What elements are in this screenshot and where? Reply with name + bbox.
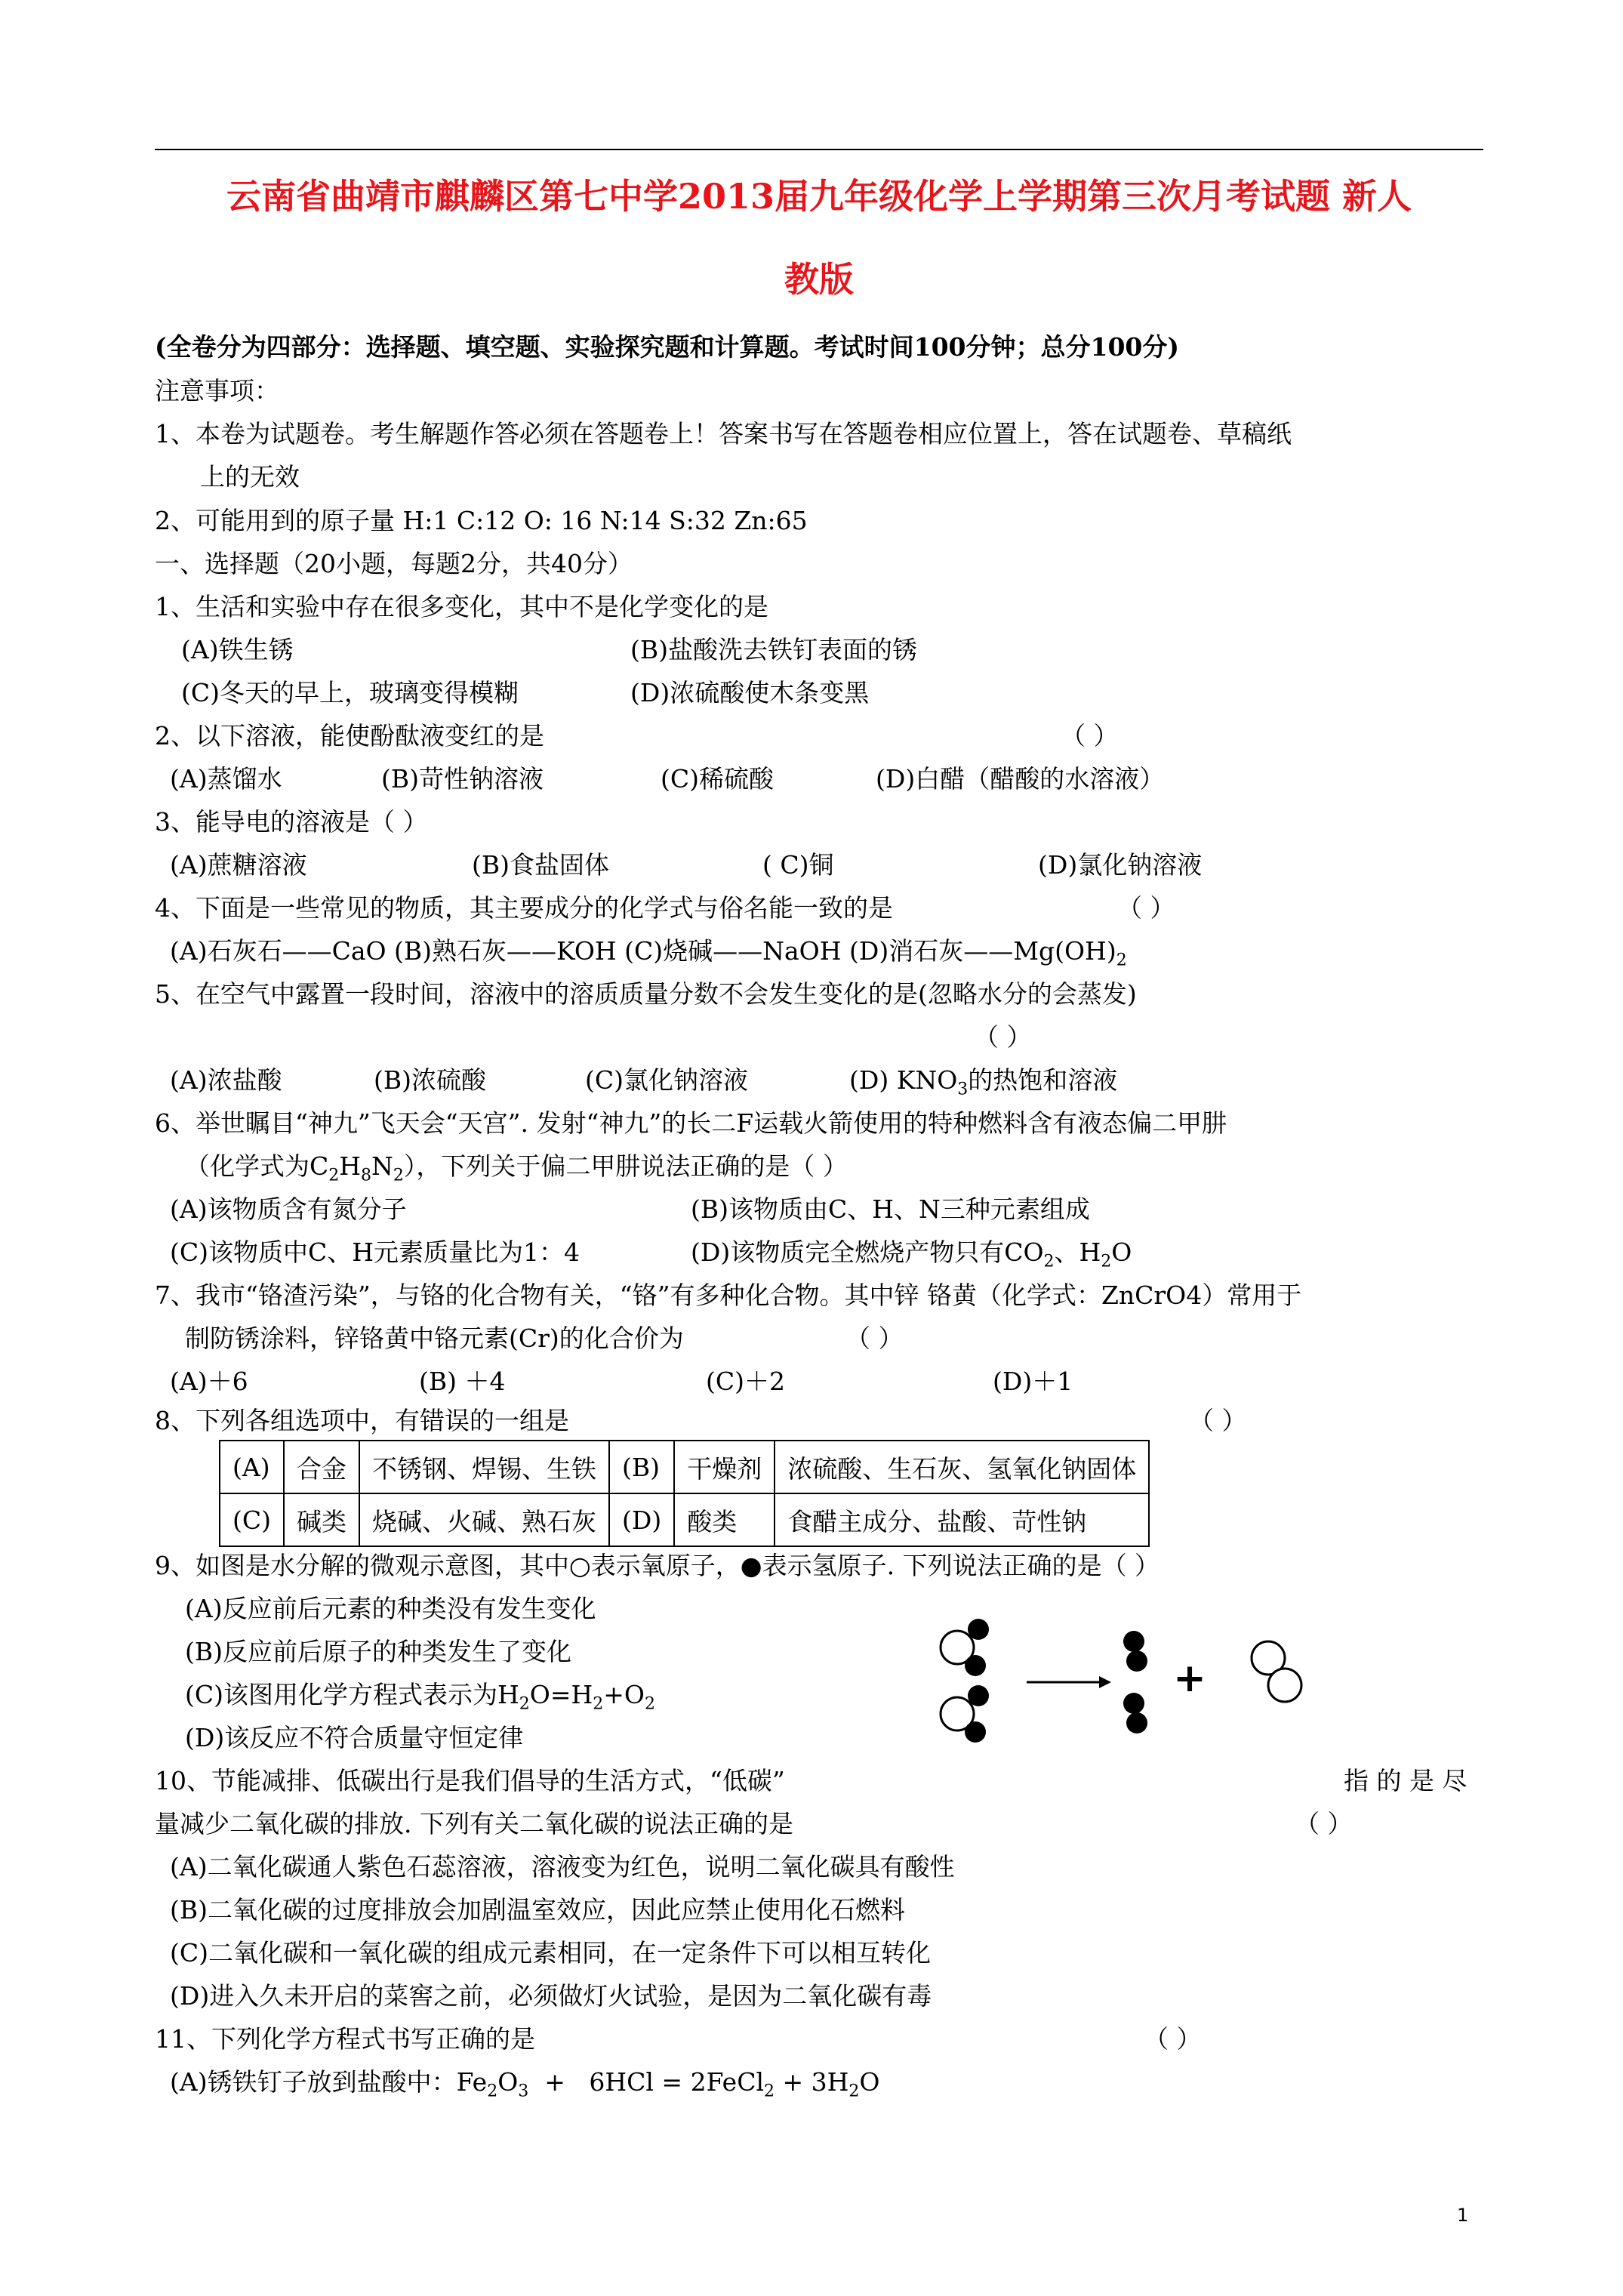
water-decomposition-diagram	[936, 1608, 1374, 1774]
q1-stem: 1、生活和实验中存在很多变化，其中不是化学变化的是	[155, 592, 768, 621]
q10-stem-right: 指 的 是 尽	[1344, 1766, 1467, 1795]
q7-stem-cont: 制防锈涂料，锌铬黄中铬元素(Cr)的化合价为	[185, 1324, 684, 1353]
hydrogen-atom-icon	[965, 1721, 986, 1743]
section-heading: 一、选择题（20小题，每题2分，共40分）	[155, 549, 633, 578]
q2-option-b: (B)苛性钠溶液	[381, 764, 544, 794]
q1-option-d: (D)浓硫酸使木条变黑	[630, 678, 870, 707]
q6-stem: 6、举世瞩目“神九”飞天会“天宫”. 发射“神九”的长二F运载火箭使用的特种燃料含有液态偏二甲肼	[155, 1108, 1227, 1138]
hydrogen-atom-icon	[968, 1619, 989, 1640]
oxygen-molecule	[1252, 1641, 1301, 1702]
q6-option-d: (D)该物质完全燃烧产物只有$CO_2$、$H_2O$	[691, 1237, 1132, 1271]
q1-option-b: (B)盐酸洗去铁钉表面的锈	[630, 635, 917, 664]
table-row	[220, 1441, 1149, 1493]
q9-option-a: (A)反应前后元素的种类没有发生变化	[185, 1594, 596, 1623]
hydrogen-atom-icon	[965, 1655, 986, 1676]
hydrogen-molecule	[1123, 1693, 1147, 1734]
q6-option-b: (B)该物质由C、H、N三种元素组成	[691, 1194, 1090, 1224]
q8-stem: 8、下列各组选项中，有错误的一组是	[155, 1406, 569, 1435]
q6-option-a: (A)该物质含有氮分子	[170, 1194, 407, 1224]
hydrogen-molecule	[1123, 1631, 1147, 1672]
q1-option-a: (A)铁生锈	[181, 635, 294, 664]
q7-option-a: (A)＋6	[170, 1367, 248, 1396]
plus-sign: +	[1173, 1656, 1206, 1701]
table-cell: (A)	[220, 1441, 284, 1493]
hydrogen-atom-icon	[1126, 1650, 1147, 1672]
page-title-cont: 教版	[784, 259, 854, 300]
q7-stem: 7、我市“铬渣污染”，与铬的化合物有关，“铬”有多种化合物。其中锌 铬黄（化学式：ZnCrO4）常用于	[155, 1281, 1302, 1310]
hydrogen-atom-icon	[1123, 1631, 1144, 1652]
q7-option-c: (C)＋2	[706, 1367, 785, 1396]
q10-option-d: (D)进入久未开启的菜窖之前，必须做灯火试验，是因为二氧化碳有毒	[170, 1981, 932, 2011]
q2-option-a: (A)蒸馏水	[170, 764, 282, 794]
q2-option-c: (C)稀硫酸	[661, 764, 774, 794]
oxygen-atom-icon	[1268, 1669, 1301, 1702]
q10-stem-cont: 量减少二氧化碳的排放. 下列有关二氧化碳的说法正确的是	[155, 1809, 793, 1838]
notice-1-cont: 上的无效	[200, 462, 300, 492]
notice-1: 1、本卷为试题卷。考生解题作答必须在答题卷上！答案书写在答题卷相应位置上，答在试题卷、草稿纸	[155, 419, 1292, 448]
header-rule	[155, 149, 1483, 150]
table-cell: (B)	[609, 1441, 674, 1493]
q10-option-b: (B)二氧化碳的过度排放会加剧温室效应，因此应禁止使用化石燃料	[170, 1895, 905, 1925]
table-cell: 碱类	[284, 1493, 359, 1546]
q3-option-d: (D)氯化钠溶液	[1038, 850, 1203, 880]
notice-2: 2、可能用到的原子量 H:1 C:12 O: 16 N:14 S:32 Zn:65	[155, 506, 808, 535]
hydrogen-atom-icon	[1123, 1693, 1144, 1714]
q3-option-c: ( C)铜	[762, 850, 834, 880]
q5-option-b: (B)浓硫酸	[374, 1065, 486, 1095]
table-cell: 酸类	[674, 1493, 775, 1546]
notice-heading: 注意事项：	[155, 376, 279, 405]
q10-option-a: (A)二氧化碳通人紫色石蕊溶液，溶液变为红色，说明二氧化碳具有酸性	[170, 1852, 955, 1881]
q9-stem: 9、如图是水分解的微观示意图，其中○表示氧原子，●表示氢原子. 下列说法正确的是（ ）	[155, 1551, 1160, 1580]
q10-option-c: (C)二氧化碳和一氧化碳的组成元素相同，在一定条件下可以相互转化	[170, 1938, 931, 1968]
reaction-arrow-icon	[1027, 1676, 1111, 1688]
q5-answer-blank: （ ）	[974, 1022, 1032, 1052]
water-molecule	[941, 1619, 989, 1676]
q3-option-b: (B)食盐固体	[472, 850, 609, 880]
table-cell: (C)	[220, 1493, 284, 1546]
table-cell: 干燥剂	[674, 1441, 775, 1493]
q3-stem: 3、能导电的溶液是（ ）	[155, 807, 428, 837]
q6-option-c: (C)该物质中C、H元素质量比为1：4	[170, 1237, 581, 1267]
q9-option-c: (C)该图用化学方程式表示为$H_2O=H_2+O_2$	[185, 1680, 655, 1714]
q10-answer-blank: （ ）	[1295, 1809, 1353, 1838]
q7-option-d: (D)＋1	[993, 1367, 1073, 1396]
page-number: 1	[1457, 2205, 1469, 2226]
q4-stem: 4、下面是一些常见的物质，其主要成分的化学式与俗名能一致的是	[155, 893, 893, 923]
q9-option-b: (B)反应前后原子的种类发生了变化	[185, 1637, 571, 1666]
table-cell: 合金	[284, 1441, 359, 1493]
q5-option-d: (D) $KNO_3$的热饱和溶液	[849, 1065, 1118, 1099]
q9-option-d: (D)该反应不符合质量守恒定律	[185, 1723, 524, 1752]
exam-summary: (全卷分为四部分：选择题、填空题、实验探究题和计算题。考试时间100分钟；总分100分)	[155, 332, 1179, 362]
q3-option-a: (A)蔗糖溶液	[170, 850, 307, 880]
q5-option-a: (A)浓盐酸	[170, 1065, 282, 1095]
q4-options: (A)石灰石——CaO (B)熟石灰——KOH (C)烧碱——NaOH (D)消石灰$——Mg(OH)_2$	[170, 936, 1127, 970]
q8-answer-blank: （ ）	[1189, 1406, 1247, 1435]
q7-answer-blank: （ ）	[845, 1324, 904, 1353]
q2-answer-blank: （ ）	[1061, 721, 1119, 750]
q2-option-d: (D)白醋（醋酸的水溶液）	[876, 764, 1165, 794]
q7-option-b: (B) ＋4	[419, 1367, 506, 1396]
q4-answer-blank: （ ）	[1117, 893, 1175, 923]
q8-table	[219, 1440, 1150, 1547]
table-cell: 食醋主成分、盐酸、苛性钠	[775, 1493, 1149, 1546]
q11-option-a: (A)锈铁钉子放到盐酸中：$Fe_2O_3 + 6HCl$ = 2FeCl$_2$ + $3H_2O$	[170, 2067, 880, 2101]
q1-option-c: (C)冬天的早上，玻璃变得模糊	[181, 678, 519, 707]
q2-stem: 2、以下溶液，能使酚酞液变红的是	[155, 721, 544, 750]
q11-answer-blank: （ ）	[1144, 2024, 1202, 2054]
q5-stem: 5、在空气中露置一段时间，溶液中的溶质质量分数不会发生变化的是(忽略水分的会蒸发)	[155, 979, 1137, 1009]
table-cell: (D)	[609, 1493, 674, 1546]
q5-option-c: (C)氯化钠溶液	[585, 1065, 748, 1095]
table-cell: 浓硫酸、生石灰、氢氧化钠固体	[775, 1441, 1149, 1493]
q10-stem: 10、节能减排、低碳出行是我们倡导的生活方式，“低碳”	[155, 1766, 785, 1795]
q11-stem: 11、下列化学方程式书写正确的是	[155, 2024, 535, 2054]
q6-stem-cont: （化学式为$C_2H_8N_2$），下列关于偏二甲肼说法正确的是（ ）	[185, 1151, 848, 1185]
hydrogen-atom-icon	[968, 1685, 989, 1706]
table-row	[220, 1493, 1149, 1546]
hydrogen-atom-icon	[1126, 1712, 1147, 1734]
page-title: 云南省曲靖市麒麟区第七中学2013届九年级化学上学期第三次月考试题 新人	[226, 176, 1412, 217]
table-cell: 烧碱、火碱、熟石灰	[359, 1493, 609, 1546]
table-cell: 不锈钢、焊锡、生铁	[359, 1441, 609, 1493]
water-molecule	[941, 1685, 989, 1743]
